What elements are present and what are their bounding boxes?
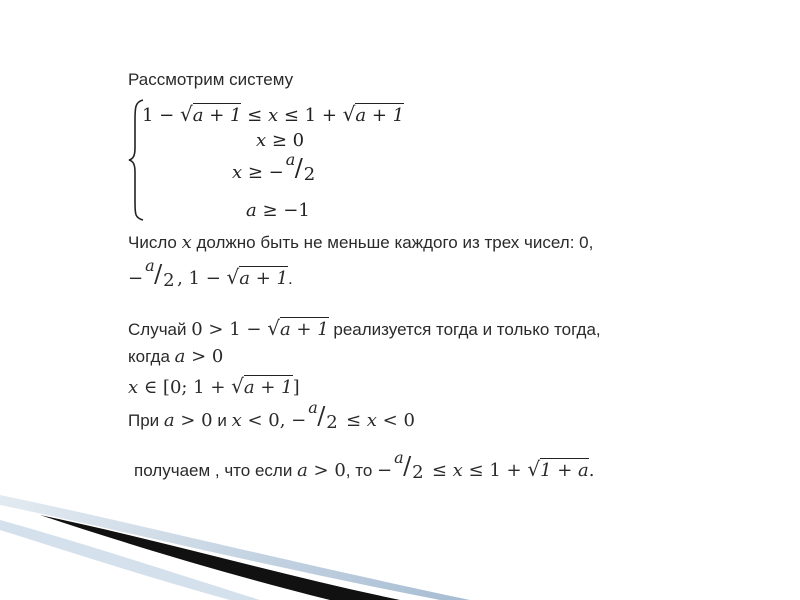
fraction-a-over-2: a / 2 bbox=[285, 150, 316, 185]
fraction-a-over-2: a / 2 bbox=[145, 256, 175, 291]
system-row-2: x ≥ 0 bbox=[256, 130, 305, 151]
fraction-a-over-2: a / 2 bbox=[394, 448, 424, 483]
p1-line-1: Число x должно быть не меньше каждого из трех чисел: 0, bbox=[128, 232, 594, 253]
p1-line-2: − a / 2 , 1 − √a + 1. bbox=[128, 256, 293, 291]
p5-line: получаем , что если a > 0, то − a / 2 ≤ x ≤ 1 + √1 + a. bbox=[134, 448, 595, 483]
intro-text: Рассмотрим систему bbox=[128, 70, 294, 89]
system-row-4: a ≥ −1 bbox=[246, 200, 310, 221]
p4-line: При a > 0 и x < 0, − a / 2 ≤ x < 0 bbox=[128, 398, 415, 433]
p3-line: x ∈ [0; 1 + √a + 1] bbox=[128, 374, 300, 398]
system-row-1: 1 − √a + 1 ≤ x ≤ 1 + √a + 1 bbox=[142, 102, 405, 126]
p2-line-1: Случай 0 > 1 − √a + 1 реализуется тогда и только тогда, bbox=[128, 316, 601, 340]
p2-line-2: когда a > 0 bbox=[128, 346, 224, 367]
fraction-a-over-2: a / 2 bbox=[308, 398, 338, 433]
system-row-3: x ≥ − a / 2 bbox=[232, 158, 318, 184]
